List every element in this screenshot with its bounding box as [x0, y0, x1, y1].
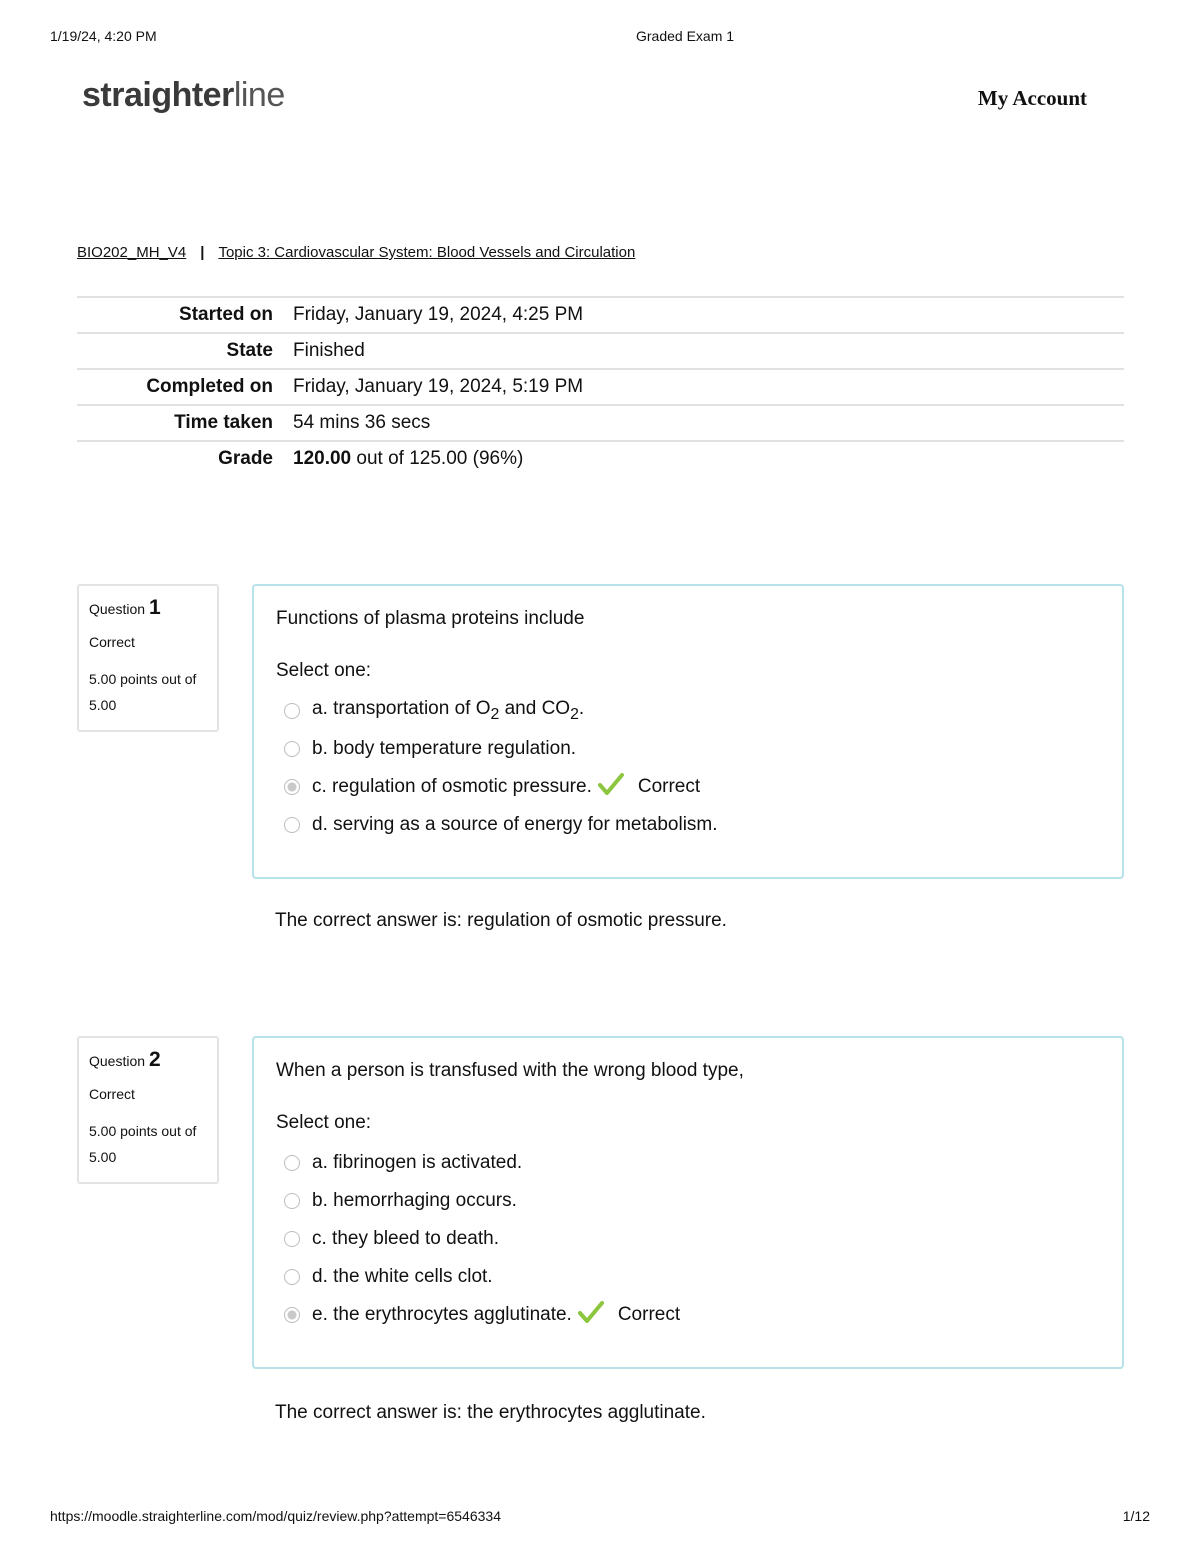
result-label: Correct	[617, 1304, 681, 1325]
check-icon	[598, 772, 624, 802]
option-text: c. they bleed to death.	[312, 1228, 499, 1249]
summary-value: Finished	[293, 340, 365, 361]
radio-icon[interactable]	[284, 817, 300, 833]
radio-icon[interactable]	[284, 741, 300, 757]
question-num: 2	[148, 1048, 161, 1071]
summary-row	[77, 297, 1124, 333]
answer-option[interactable]	[276, 1144, 1100, 1182]
breadcrumb-topic[interactable]: Topic 3: Cardiovascular System: Blood Vessels and Circulation	[218, 244, 636, 261]
print-date: 1/19/24, 4:20 PM	[50, 28, 157, 44]
my-account-link[interactable]: My Account	[977, 86, 1087, 110]
summary-label: Started on	[179, 304, 273, 325]
select-prompt: Select one:	[276, 1112, 372, 1133]
question-info	[77, 1036, 219, 1184]
correct-answer-feedback: The correct answer is: regulation of osmotic pressure.	[275, 910, 727, 931]
option-text: c. regulation of osmotic pressure.	[312, 776, 592, 797]
summary-row	[77, 405, 1124, 441]
logo-thin: line	[233, 76, 285, 114]
attempt-summary-table	[77, 296, 1124, 476]
question-text: Functions of plasma proteins include	[276, 608, 585, 629]
radio-icon[interactable]	[284, 1193, 300, 1209]
answer-option[interactable]	[276, 730, 1100, 768]
answer-option[interactable]	[276, 1258, 1100, 1296]
question-label: Question	[89, 1053, 146, 1069]
breadcrumb-course[interactable]: BIO202_MH_V4	[77, 244, 187, 261]
radio-icon[interactable]	[284, 779, 300, 795]
summary-value	[283, 441, 1124, 476]
summary-label: Completed on	[146, 376, 273, 397]
site-logo[interactable]	[82, 76, 285, 115]
option-text: d. serving as a source of energy for metabolism.	[312, 814, 718, 835]
radio-icon[interactable]	[284, 1269, 300, 1285]
breadcrumb-separator: |	[200, 244, 205, 261]
grade-score: 120.00	[293, 448, 352, 469]
radio-icon[interactable]	[284, 703, 300, 719]
select-prompt: Select one:	[276, 660, 372, 681]
print-footer	[50, 1508, 1150, 1528]
answer-option[interactable]	[276, 806, 1100, 844]
print-page-number: 1/12	[1122, 1508, 1150, 1524]
option-text: b. hemorrhaging occurs.	[312, 1190, 517, 1211]
question-state: Correct	[89, 1086, 135, 1102]
radio-icon[interactable]	[284, 1155, 300, 1171]
summary-row	[77, 333, 1124, 369]
option-text-mid: and CO	[499, 698, 571, 720]
option-text-a: a. transportation of O	[312, 698, 491, 720]
question-text: When a person is transfused with the wrong blood type,	[276, 1060, 744, 1081]
option-text	[312, 698, 584, 724]
question-content	[252, 584, 1124, 879]
question-grade: 5.00 points out of 5.00	[89, 1123, 197, 1165]
question-num: 1	[148, 596, 161, 619]
question-number	[89, 596, 207, 620]
option-text: d. the white cells clot.	[312, 1266, 493, 1287]
option-text: e. the erythrocytes agglutinate.	[312, 1304, 572, 1325]
question-number	[89, 1048, 207, 1072]
breadcrumb	[77, 244, 635, 261]
answer-option-selected[interactable]	[276, 1296, 1100, 1334]
answer-option[interactable]	[276, 692, 1100, 730]
result-label: Correct	[637, 776, 701, 797]
summary-label: Grade	[218, 448, 273, 469]
subscript: 2	[490, 705, 500, 723]
correct-answer-feedback: The correct answer is: the erythrocytes agglutinate.	[275, 1402, 706, 1423]
logo-bold: straighter	[82, 76, 234, 114]
summary-row	[77, 441, 1124, 476]
summary-value: Friday, January 19, 2024, 5:19 PM	[293, 376, 584, 397]
option-text-end: .	[578, 698, 585, 720]
radio-icon[interactable]	[284, 1231, 300, 1247]
print-title: Graded Exam 1	[636, 28, 735, 44]
answer-option[interactable]	[276, 1220, 1100, 1258]
print-header	[50, 28, 1150, 48]
question-grade: 5.00 points out of 5.00	[89, 671, 197, 713]
summary-label: Time taken	[174, 412, 273, 433]
question-content	[252, 1036, 1124, 1369]
answer-option[interactable]	[276, 1182, 1100, 1220]
radio-icon[interactable]	[284, 1307, 300, 1323]
option-text: b. body temperature regulation.	[312, 738, 577, 759]
summary-value: 54 mins 36 secs	[293, 412, 431, 433]
summary-label: State	[226, 340, 273, 361]
summary-value: Friday, January 19, 2024, 4:25 PM	[293, 304, 584, 325]
answer-option-selected[interactable]	[276, 768, 1100, 806]
subscript: 2	[570, 705, 579, 723]
grade-rest: out of 125.00 (96%)	[351, 448, 524, 469]
summary-row	[77, 369, 1124, 405]
check-icon	[578, 1300, 604, 1330]
print-url: https://moodle.straighterline.com/mod/quiz/review.php?attempt=6546334	[50, 1508, 501, 1524]
question-info	[77, 584, 219, 732]
question-label: Question	[89, 601, 146, 617]
question-state: Correct	[89, 634, 135, 650]
option-text: a. fibrinogen is activated.	[312, 1152, 523, 1173]
